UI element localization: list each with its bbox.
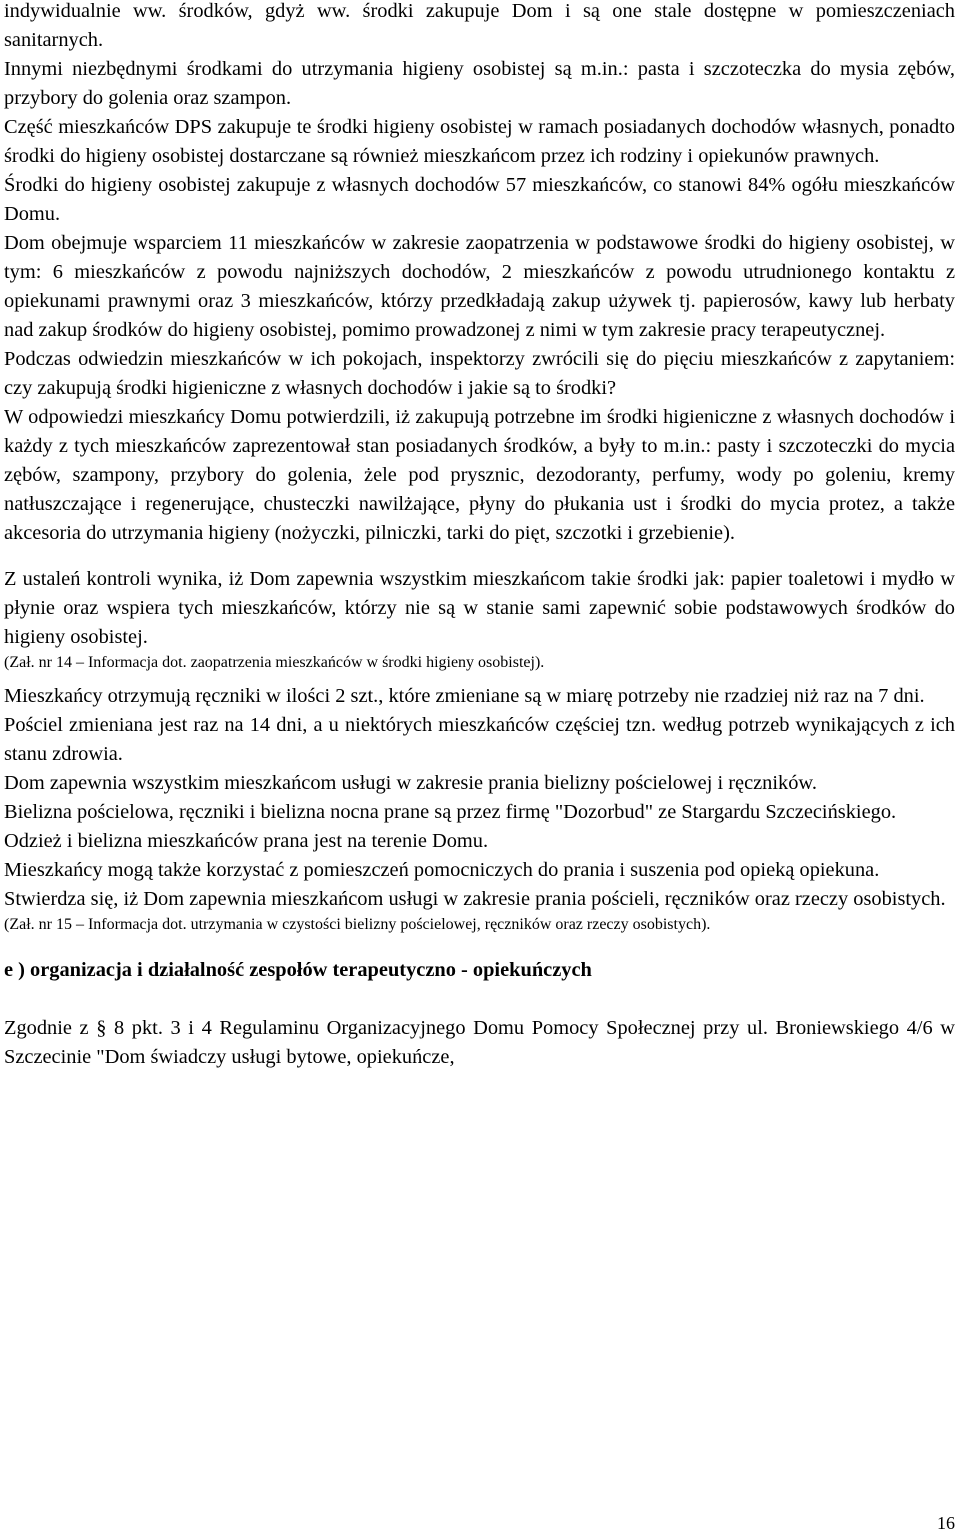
attachment-note-14: (Zał. nr 14 – Informacja dot. zaopatrzenia mieszkańców w środki higieny osobistej). — [4, 654, 545, 671]
paragraph-regulations: Zgodnie z § 8 pkt. 3 i 4 Regulaminu Organizacyjnego Domu Pomocy Społecznej przy ul. Broniewskiego 4/6 w Szczecinie "Dom świadczy usługi bytowe, opiekuńcze, — [4, 1017, 955, 1068]
paragraph-auxiliary-rooms: Mieszkańcy mogą także korzystać z pomieszczeń pomocniczych do prania i suszenia pod opieką opiekuna. — [4, 859, 880, 881]
paragraph-support-11-residents: Dom obejmuje wsparciem 11 mieszkańców w zakresie zaopatrzenia w podstawowe środki do higieny osobistej, w tym: 6 mieszkańców z powodu najniższych dochodów, 2 mieszkańców z powodu utrudnionego kontaktu z opiekunami prawnymi oraz 3 mieszkańców, którzy przedkładają zakup używek tj. papierosów, kawy lub herbaty nad zakup środków do higieny osobistej, pomimo prowadzonej z nimi w tym zakresie pracy terapeutycznej. — [4, 232, 955, 341]
paragraph-laundry-services: Dom zapewnia wszystkim mieszkańcom usługi w zakresie prania bielizny pościelowej i ręczników. — [4, 772, 817, 794]
section-heading: e ) organizacja i działalność zespołów terapeutyczno - opiekuńczych — [4, 959, 592, 981]
paragraph-inspector-visits: Podczas odwiedzin mieszkańców w ich pokojach, inspektorzy zwrócili się do pięciu mieszkańców z zapytaniem: czy zakupują środki higieniczne z własnych dochodów i jakie są to środki? — [4, 348, 955, 399]
page-number: 16 — [937, 1513, 955, 1533]
document-page — [4, 0, 955, 1072]
paragraph-control-findings: Z ustaleń kontroli wynika, iż Dom zapewnia wszystkim mieszkańcom takie środki jak: papier toaletowi i mydło w płynie oraz wspiera tych mieszkańców, którzy nie są w stanie sami zapewnić sobie podstawowych środków do higieny osobistej. — [4, 568, 955, 648]
attachment-note-15: (Zał. nr 15 – Informacja dot. utrzymania w czystości bielizny pościelowej, ręczników oraz rzeczy osobistych). — [4, 916, 711, 933]
paragraph-towels: Mieszkańcy otrzymują ręczniki w ilości 2 szt., które zmieniane są w miarę potrzeby nie rzadziej niż raz na 7 dni. — [4, 685, 925, 707]
paragraph-laundry-company: Bielizna pościelowa, ręczniki i bielizna nocna prane są przez firmę "Dozorbud" ze Stargardu Szczecińskiego. — [4, 801, 897, 823]
paragraph-conclusion-laundry: Stwierdza się, iż Dom zapewnia mieszkańcom usługi w zakresie prania pościeli, ręczników oraz rzeczy osobistych. — [4, 888, 946, 910]
paragraph-own-income-purchase: Część mieszkańców DPS zakupuje te środki higieny osobistej w ramach posiadanych dochodów własnych, ponadto środki do higieny osobistej dostarczane są również mieszkańcom przez ich rodziny i opiekunów prawnych. — [4, 116, 955, 167]
paragraph-57-residents: Środki do higieny osobistej zakupuje z własnych dochodów 57 mieszkańców, co stanowi 84% ogółu mieszkańców Domu. — [4, 174, 955, 225]
paragraph-hygiene-availability: indywidualnie ww. środków, gdyż ww. środki zakupuje Dom i są one stale dostępne w pomieszczeniach sanitarnych. — [4, 0, 955, 51]
paragraph-residents-answers: W odpowiedzi mieszkańcy Domu potwierdzili, iż zakupują potrzebne im środki higieniczne z własnych dochodów i każdy z tych mieszkańców zaprezentował stan posiadanych środków, a były to m.in.: pasty i szczoteczki do mycia zębów, szampony, przybory do golenia, żele pod prysznic, dezodoranty, perfumy, wody po goleniu, kremy natłuszczające i regenerujące, chusteczki nawilżające, płyny do płukania ust i środki do mycia protez, a także akcesoria do utrzymania higieny (nożyczki, pilniczki, tarki do pięt, szczotki i grzebienie). — [4, 406, 955, 544]
paragraph-bedding: Pościel zmieniana jest raz na 14 dni, a u niektórych mieszkańców częściej tzn. według potrzeb wynikających z ich stanu zdrowia. — [4, 714, 955, 765]
paragraph-other-hygiene-items: Innymi niezbędnymi środkami do utrzymania higieny osobistej są m.in.: pasta i szczoteczka do mysia zębów, przybory do golenia oraz szampon. — [4, 58, 955, 109]
paragraph-clothes-washing: Odzież i bielizna mieszkańców prana jest na terenie Domu. — [4, 830, 489, 852]
